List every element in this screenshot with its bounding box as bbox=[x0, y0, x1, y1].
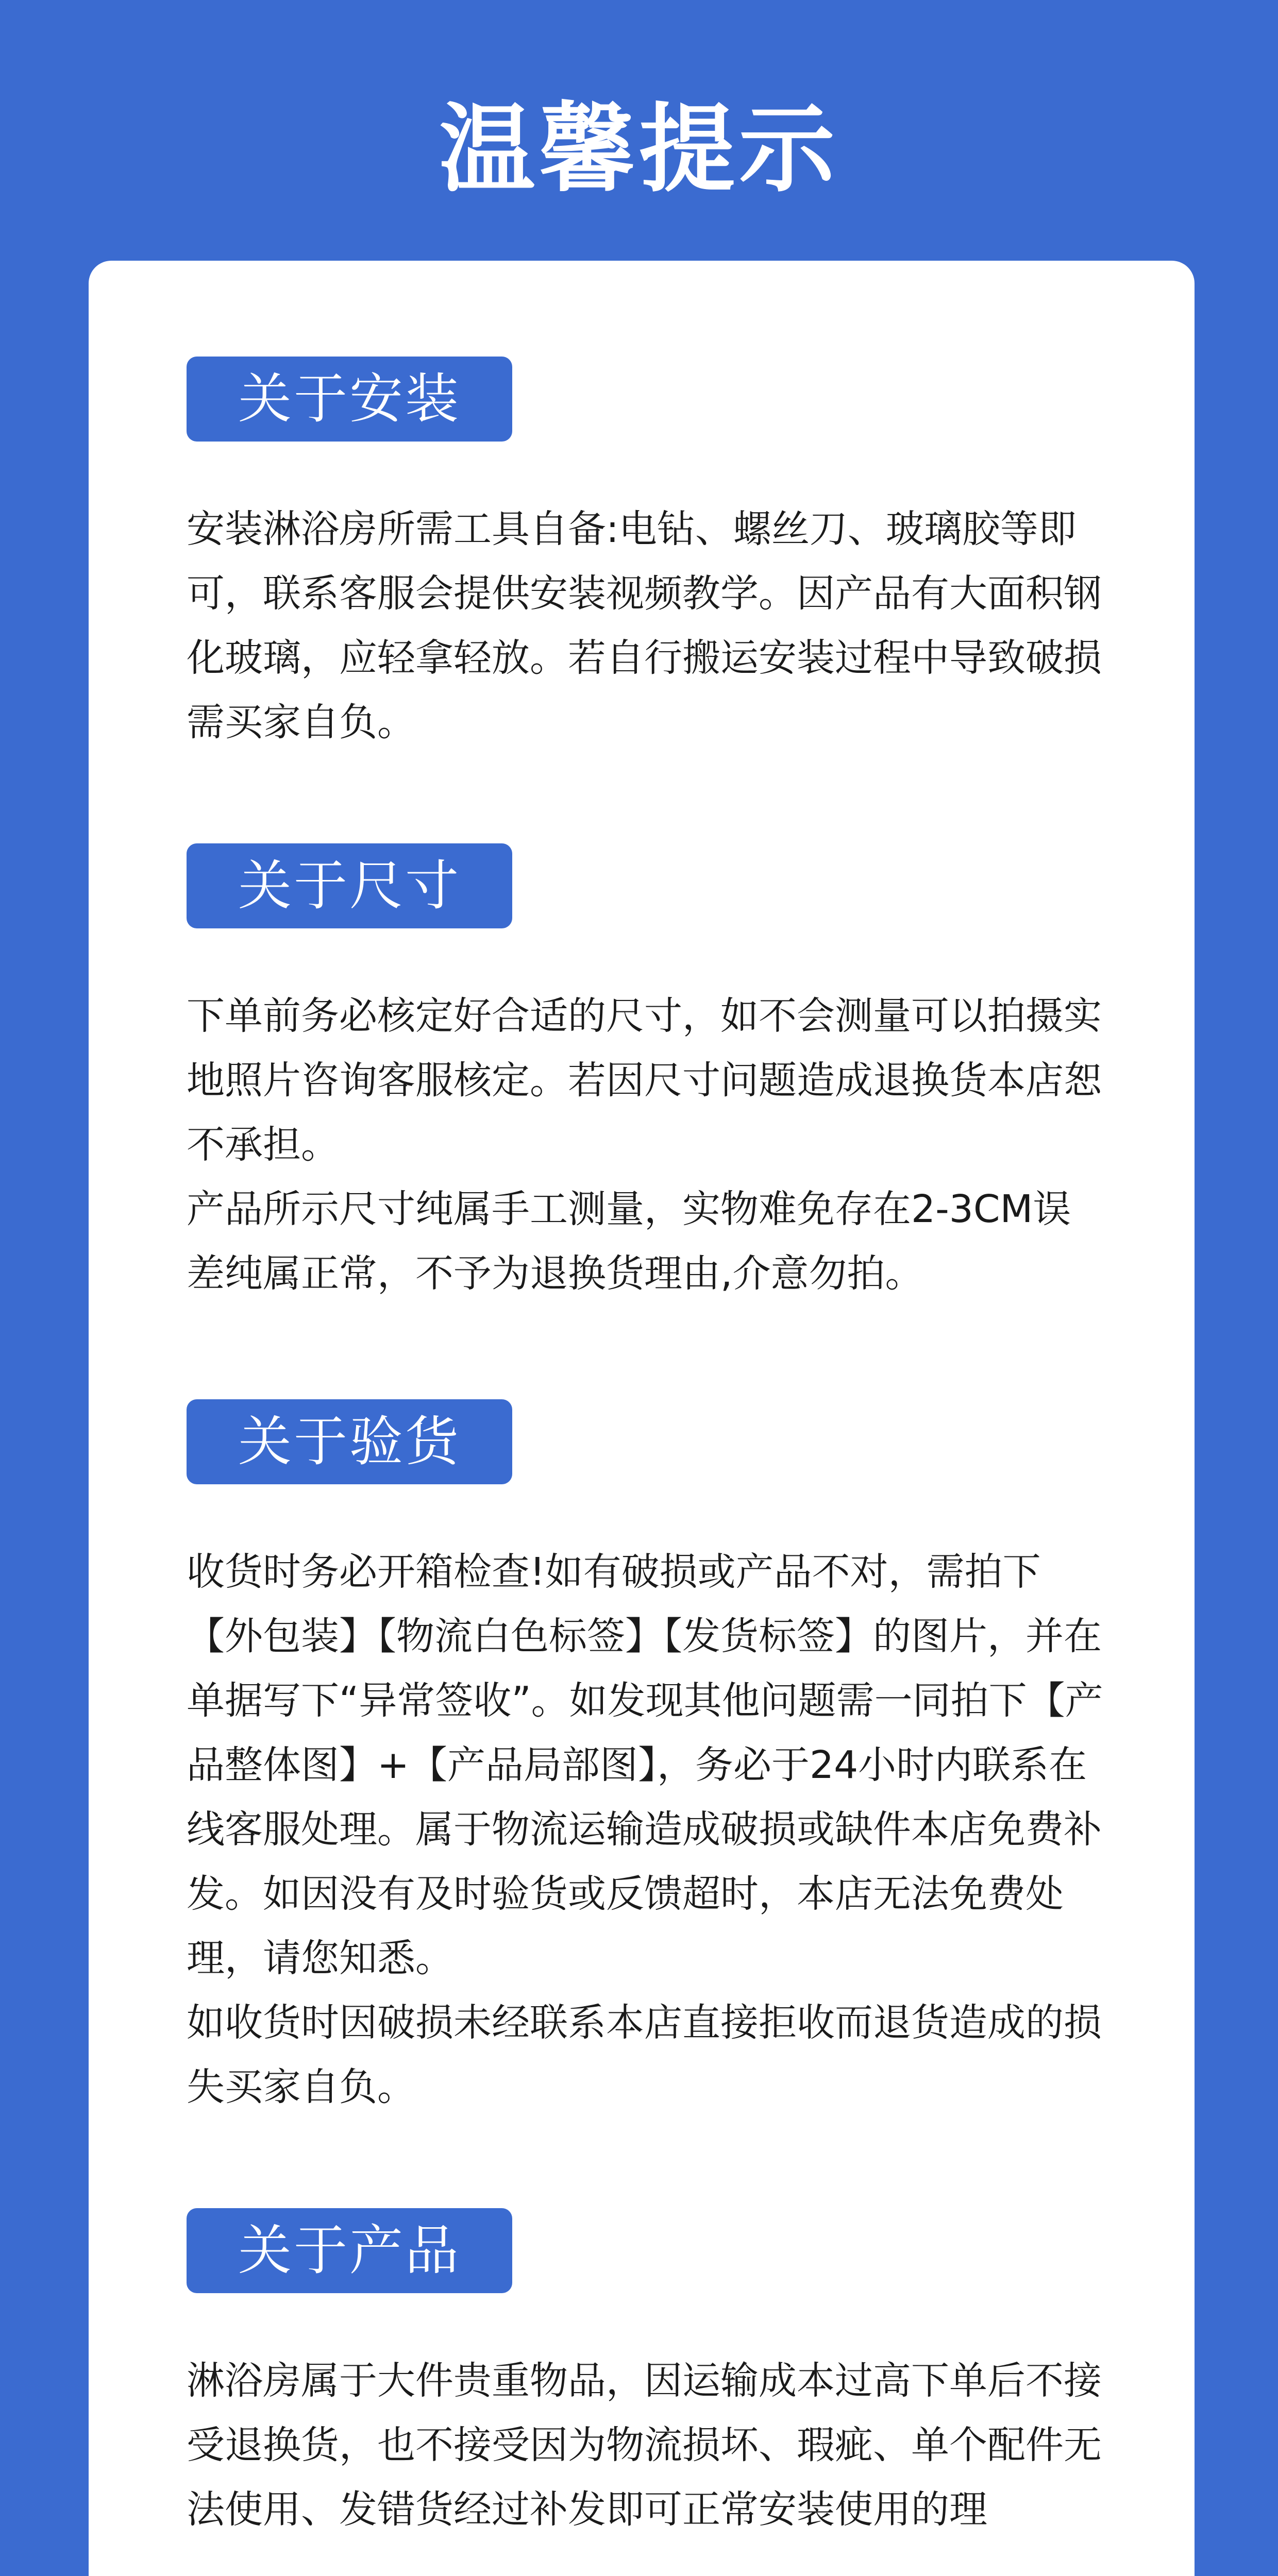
section-body bbox=[187, 984, 1109, 1306]
notice-card bbox=[89, 261, 1195, 2576]
section-body bbox=[187, 497, 1109, 755]
page-title: 温馨提示 bbox=[439, 93, 839, 205]
section-paragraph: 安装淋浴房所需工具自备:电钻、螺丝刀、玻璃胶等即可，联系客服会提供安装视频教学。因产品有大面积钢化玻璃，应轻拿轻放。若自行搬运安装过程中导致破损需买家自负。 bbox=[187, 507, 1102, 744]
section-inspection bbox=[187, 1399, 1109, 2120]
section-paragraph: 下单前务必核定好合适的尺寸，如不会测量可以拍摄实地照片咨询客服核定。若因尺寸问题造成退换货本店恕不承担。 bbox=[187, 994, 1102, 1167]
section-body bbox=[187, 2349, 1109, 2542]
section-paragraph: 如收货时因破损未经联系本店直接拒收而退货造成的损失买家自负。 bbox=[187, 2001, 1102, 2109]
section-heading: 关于安装 bbox=[187, 357, 512, 442]
section-product bbox=[187, 2208, 1109, 2542]
section-paragraph: 收货时务必开箱检查!如有破损或产品不对，需拍下【外包装】【物流白色标签】【发货标签】的图片，并在单据写下“异常签收”。如发现其他问题需一同拍下【产品整体图】+【产品局部图】，务必于24小时内联系在线客服处理。属于物流运输造成破损或缺件本店免费补发。如因没有及时验货或反馈超时，本店无法免费处理，请您知悉。 bbox=[187, 1550, 1103, 1980]
section-paragraph: 淋浴房属于大件贵重物品，因运输成本过高下单后不接受退换货，也不接受因为物流损坏、瑕疵、单个配件无法使用、发错货经过补发即可正常安装使用的理 bbox=[187, 2359, 1102, 2532]
section-heading: 关于验货 bbox=[187, 1399, 512, 1484]
section-heading: 关于尺寸 bbox=[187, 843, 512, 928]
section-install bbox=[187, 357, 1109, 755]
section-size bbox=[187, 843, 1109, 1306]
section-body bbox=[187, 1540, 1109, 2120]
section-paragraph: 产品所示尺寸纯属手工测量，实物难免存在2-3CM误差纯属正常，不予为退换货理由,介意勿拍。 bbox=[187, 1187, 1071, 1296]
section-heading: 关于产品 bbox=[187, 2208, 512, 2293]
